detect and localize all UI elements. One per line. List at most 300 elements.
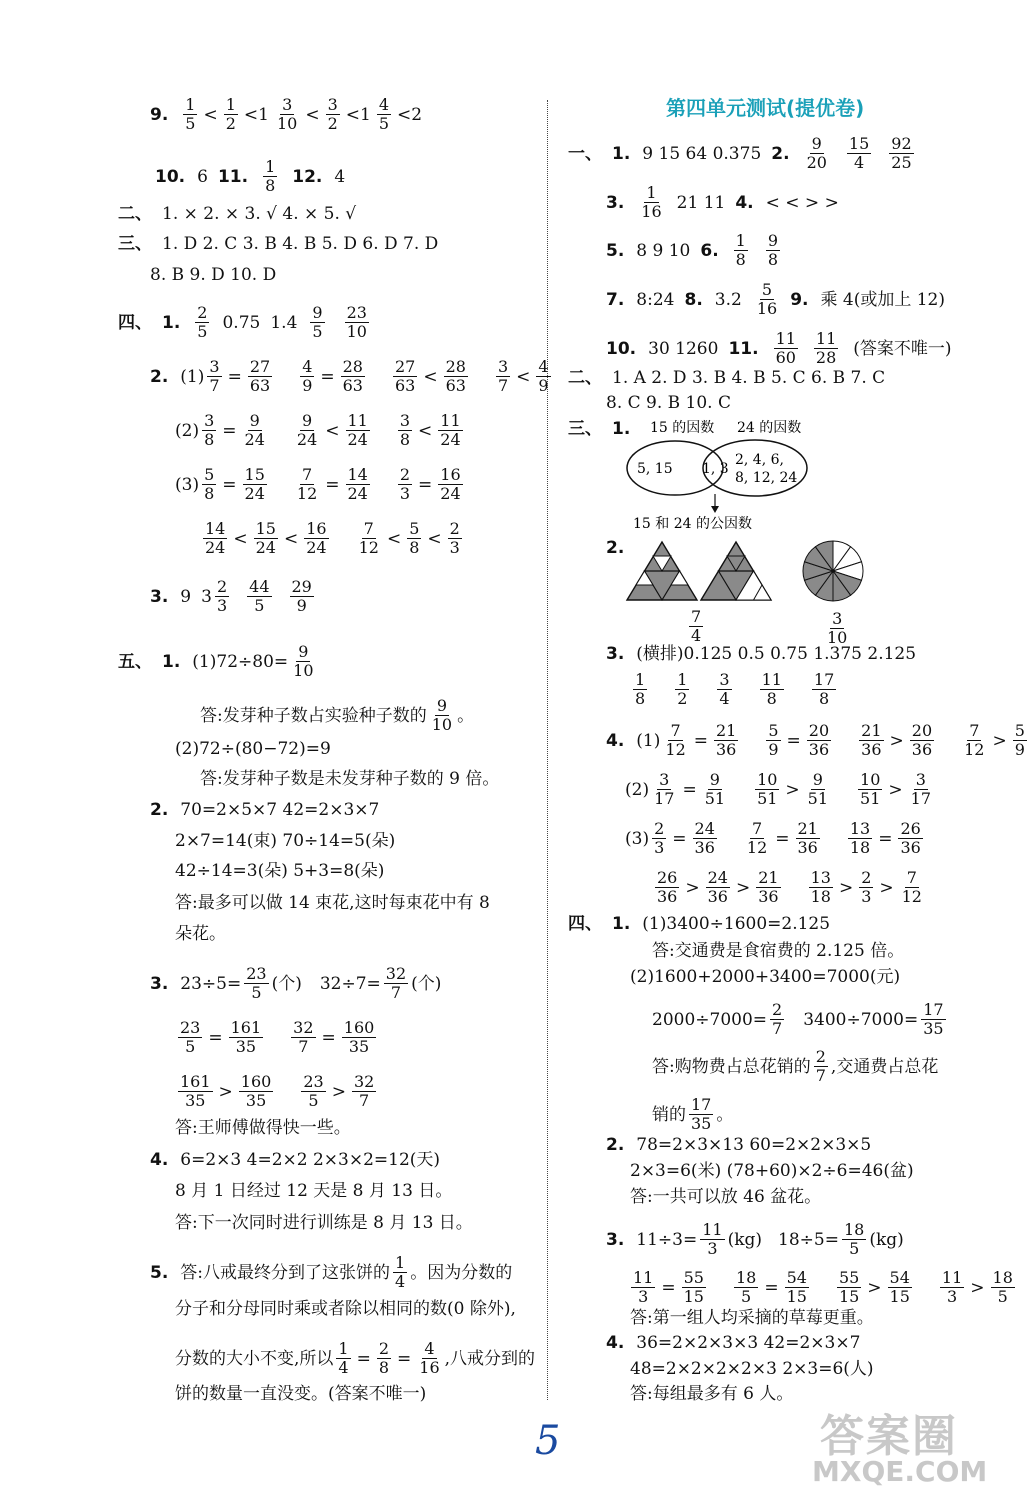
denominator: 24 [244, 430, 265, 449]
numerator: 3 [832, 609, 843, 628]
numerator: 3 [327, 95, 338, 114]
fraction-sequence [630, 671, 839, 708]
fraction [381, 965, 411, 1002]
numerator: 9 [709, 770, 720, 789]
denominator: 24 [347, 430, 368, 449]
numerator: 9 [301, 411, 313, 430]
numerator: 10 [757, 770, 778, 789]
fraction [393, 1254, 407, 1291]
operator: <2 [397, 104, 423, 125]
numerator: 24 [707, 868, 728, 887]
numerator: 55 [683, 1268, 704, 1287]
fraction [774, 330, 798, 367]
denominator: 16 [419, 1358, 440, 1377]
denominator: 7 [772, 1019, 783, 1038]
denominator: 8 [378, 1358, 390, 1377]
venn-diagram [615, 410, 825, 532]
numerator: 5 [1014, 721, 1025, 740]
numerator: 2 [772, 1000, 783, 1019]
left-s5-q5-d: 饼的数量一直没变。(答案不唯一) [175, 1384, 427, 1404]
numerator: 15 [255, 519, 276, 538]
right-s3-q4-1: 4. (1) $\frac{7}{12}$ = $\frac{21}{36}$ $\frac{5}{9}$ = $\frac{20}{36}$ $\frac{21}{36}$ > $\frac{20}{36}$ $\frac{7}{12}$ > $\frac{5}{9}$ [606, 722, 1030, 759]
fraction [215, 578, 229, 615]
fraction [243, 466, 267, 503]
fraction [398, 412, 412, 449]
numerator: 26 [657, 868, 678, 887]
numerator: 160 [343, 1018, 375, 1037]
denominator: 36 [900, 838, 921, 857]
denominator: 4 [854, 153, 865, 172]
left-s4-q2-2: (2) $\frac{3}{8}$ = $\frac{9}{24}$ $\frac{9}{24}$ < $\frac{11}{24}$ $\frac{3}{8}$ < $\frac{11}{24}$ [175, 412, 466, 449]
numerator: 9 [298, 642, 309, 661]
fraction [962, 722, 986, 759]
denominator: 5 [308, 1091, 319, 1110]
numerator: 18 [992, 1268, 1013, 1287]
operator: = [321, 1027, 336, 1048]
denominator: 25 [891, 153, 912, 172]
left-s4-q2-1: 2. (1) $\frac{3}{7}$ = $\frac{27}{63}$ $\frac{4}{9}$ = $\frac{28}{63}$ $\frac{27}{63}$ < $\frac{28}{63}$ $\frac{3}{7}$ < $\frac{4}{9}$ [150, 358, 554, 395]
fraction [767, 1001, 787, 1038]
fraction [633, 671, 647, 708]
fraction [639, 184, 663, 221]
right-section-2-row2: 8. C 9. B 10. C [606, 393, 732, 413]
denominator: 35 [185, 1091, 206, 1110]
fraction [734, 232, 748, 269]
fraction [247, 578, 271, 615]
denominator: 4 [338, 1358, 349, 1377]
fraction [178, 1019, 202, 1056]
fraction [825, 610, 849, 647]
denominator: 4 [395, 1272, 406, 1291]
fraction [900, 869, 924, 906]
denominator: 5 [251, 983, 262, 1002]
numerator: 3 [659, 770, 670, 789]
fraction [295, 466, 319, 503]
numerator: 7 [691, 607, 702, 626]
operator: = [222, 420, 237, 441]
numerator: 18 [735, 1268, 757, 1287]
fraction [858, 771, 882, 808]
numerator: 4 [538, 357, 549, 376]
numerator: 1 [338, 1339, 349, 1358]
fraction [390, 1254, 410, 1291]
operator: = [672, 828, 687, 849]
numerator: 1 [735, 231, 746, 250]
right-s4-q1: 四、 1. (1)3400÷1600=2.125 [568, 914, 831, 934]
fraction [755, 771, 779, 808]
left-s5-q1-answer: 答:发芽种子数占实验种子数的 $\frac{9}{10}$ 。 [200, 696, 475, 734]
fraction [393, 358, 417, 395]
denominator: 36 [657, 887, 678, 906]
numerator: 21 [861, 721, 882, 740]
denominator: 36 [808, 740, 830, 759]
fraction-sequence [649, 820, 926, 857]
right-s4-q4-c: 答:每组最多有 6 人。 [630, 1384, 794, 1404]
fraction [304, 520, 328, 557]
fraction-sequence [180, 96, 425, 133]
numerator: 18 [843, 1220, 865, 1239]
fraction [384, 965, 408, 1002]
left-s5-q3-c [175, 1073, 379, 1110]
numerator: 9 [436, 696, 447, 715]
denominator: 18 [810, 887, 831, 906]
denominator: 3 [946, 1287, 958, 1306]
fraction [837, 1269, 861, 1306]
operator: = [418, 474, 433, 495]
numerator: 5 [204, 465, 215, 484]
venn-right-values-2: 8, 12, 24 [735, 470, 798, 486]
denominator: 12 [746, 838, 768, 857]
right-s3-q2-label: 2. [606, 538, 625, 558]
numerator: 3 [399, 411, 411, 430]
denominator: 51 [757, 789, 778, 808]
fraction [686, 608, 706, 645]
denominator: 10 [346, 322, 367, 341]
denominator: 36 [716, 740, 737, 759]
numerator: 3 [209, 357, 220, 376]
numerator: 11 [775, 329, 796, 348]
right-s4-q2: 2. 78=2×3×13 60=2×2×3×5 [606, 1135, 872, 1155]
fraction [812, 671, 836, 708]
fraction [345, 304, 369, 341]
fraction [766, 232, 780, 269]
denominator: 24 [440, 484, 461, 503]
denominator: 10 [293, 661, 314, 680]
denominator: 10 [827, 628, 848, 647]
denominator: 36 [694, 838, 715, 857]
numerator: 7 [969, 721, 980, 740]
fraction [859, 722, 883, 759]
venn-middle-values: 1, 3 [702, 461, 729, 477]
denominator: 5 [197, 322, 208, 341]
denominator: 5 [997, 1287, 1008, 1306]
fraction [438, 412, 462, 449]
column-divider [547, 100, 548, 1400]
numerator: 17 [813, 670, 835, 689]
numerator: 9 [249, 411, 260, 430]
right-s3-q3-b [630, 671, 839, 708]
fraction [822, 610, 852, 647]
fraction [847, 135, 871, 172]
fraction [244, 965, 268, 1002]
left-q10-12: 10. 6 11. $\frac{1}{8}$ 12. 4 [155, 157, 346, 195]
numerator: 11 [440, 411, 461, 430]
denominator: 3 [449, 538, 460, 557]
numerator: 54 [889, 1268, 910, 1287]
venn-right-title: 24 的因数 [737, 420, 802, 436]
numerator: 27 [394, 357, 416, 376]
numerator: 2 [654, 819, 665, 838]
fraction [239, 1073, 274, 1110]
fraction [706, 869, 730, 906]
denominator: 8 [409, 538, 420, 557]
numerator: 55 [838, 1268, 860, 1287]
watermark-url: MXQE.COM [812, 1455, 988, 1488]
fraction [921, 1001, 945, 1038]
numerator: 16 [440, 465, 461, 484]
operator: > [889, 730, 904, 751]
numerator: 11 [347, 411, 368, 430]
numerator: 21 [758, 868, 779, 887]
fraction [341, 358, 365, 395]
left-section-3-row1: 三、 1. D 2. C 3. B 4. B 5. D 6. D 7. D [118, 234, 439, 254]
operator: < [418, 420, 433, 441]
denominator: 8 [399, 430, 411, 449]
denominator: 51 [807, 789, 829, 808]
fraction [291, 643, 315, 680]
numerator: 1 [677, 670, 688, 689]
operator: <1 [243, 104, 269, 125]
fraction [178, 1073, 213, 1110]
numerator: 10 [860, 770, 881, 789]
operator: < [325, 420, 340, 441]
operator: = [693, 730, 708, 751]
numerator: 21 [797, 819, 818, 838]
denominator: 9 [538, 376, 549, 395]
numerator: 2 [399, 465, 411, 484]
numerator: 4 [302, 357, 313, 376]
numerator: 29 [291, 577, 312, 596]
operator: <1 [345, 104, 371, 125]
operator: < [305, 104, 320, 125]
fraction [848, 820, 872, 857]
fraction [300, 358, 314, 395]
denominator: 3 [654, 838, 665, 857]
denominator: 2 [677, 689, 688, 708]
fraction [940, 1269, 964, 1306]
numerator: 20 [808, 721, 830, 740]
numerator: 15 [848, 134, 870, 153]
fraction [407, 520, 421, 557]
operator: < [516, 366, 531, 387]
denominator: 8 [819, 689, 830, 708]
left-s5-q2: 2. 70=2×5×7 42=2×3×7 [150, 800, 380, 820]
operator: > [992, 730, 1007, 751]
fraction [805, 135, 829, 172]
operator: > [970, 1277, 985, 1298]
fraction [842, 1221, 866, 1258]
numerator: 161 [180, 1072, 211, 1091]
numerator: 1 [395, 1253, 406, 1272]
left-s5-q1-part2: (2)72÷(80−72)=9 [175, 739, 331, 759]
numerator: 7 [670, 721, 681, 740]
fraction [703, 771, 727, 808]
fraction [807, 722, 831, 759]
right-s4-q1-e: 答:购物费占总花销的 $\frac{2}{7}$ ,交通费占总花 [652, 1047, 939, 1085]
denominator: 35 [245, 1091, 267, 1110]
operator: < [283, 528, 299, 549]
right-s4-q1-c: (2)1600+2000+3400=7000(元) [630, 967, 901, 987]
denominator: 12 [358, 538, 379, 557]
fraction [755, 281, 779, 318]
fraction-sequence [175, 1019, 379, 1056]
left-s5-q3-b [175, 1019, 379, 1056]
operator: > [838, 877, 854, 898]
fraction [844, 135, 874, 172]
left-s5-q5: 5. 答:八戒最终分到了这张饼的 $\frac{1}{4}$ 。因为分数的 [150, 1253, 513, 1291]
fraction [697, 1221, 727, 1258]
fraction [734, 1269, 758, 1306]
fraction [756, 869, 780, 906]
fraction [686, 1096, 716, 1133]
denominator: 12 [665, 740, 686, 759]
operator: > [685, 877, 700, 898]
denominator: 16 [756, 299, 778, 318]
left-s5-q1: 五、 1. (1)72÷80= $\frac{9}{10}$ [118, 643, 319, 680]
fraction [398, 466, 412, 503]
denominator: 10 [431, 715, 453, 734]
fraction-sequence [199, 466, 466, 503]
fraction [771, 330, 801, 367]
right-s3-q4-4 [652, 869, 927, 906]
operator: = [786, 730, 801, 751]
denominator: 5 [185, 114, 196, 133]
fraction [241, 965, 271, 1002]
right-s1-q3: 3. $\frac{1}{16}$ 21 11 4. < < > > [606, 183, 839, 221]
fraction-sequence [200, 520, 465, 557]
fraction-sequence [660, 722, 1030, 759]
fraction [536, 358, 550, 395]
left-s5-q3-d: 答:王师傅做得快一些。 [175, 1118, 351, 1138]
operator: > [879, 877, 894, 898]
numerator: 2 [378, 1339, 390, 1358]
numerator: 11 [941, 1268, 963, 1287]
denominator: 12 [296, 484, 318, 503]
fraction [689, 1096, 713, 1133]
fraction [336, 1340, 350, 1377]
numerator: 5 [409, 519, 420, 538]
numerator: 1 [265, 157, 276, 176]
numerator: 13 [849, 819, 871, 838]
left-s4-q2-4 [200, 520, 465, 557]
numerator: 24 [694, 819, 715, 838]
numerator: 16 [306, 519, 327, 538]
fraction [785, 1269, 809, 1306]
numerator: 7 [906, 868, 917, 887]
numerator: 4 [424, 1339, 435, 1358]
left-s5-q4-c: 答:下一次同时进行训练是 8 月 13 日。 [175, 1213, 473, 1233]
operator: = [222, 474, 237, 495]
denominator: 7 [359, 1091, 370, 1110]
fraction [809, 869, 833, 906]
numerator: 28 [342, 357, 363, 376]
fraction [263, 158, 277, 195]
denominator: 12 [964, 740, 985, 759]
numerator: 2 [197, 303, 208, 322]
fraction [195, 304, 209, 341]
right-s3-q1-label: 三、 1. [568, 419, 631, 439]
fraction [886, 135, 916, 172]
denominator: 3 [707, 1239, 718, 1258]
right-s4-q3-c: 答:第一组人均采摘的草莓更重。 [630, 1308, 874, 1328]
triangles-figure [625, 540, 775, 602]
denominator: 20 [806, 153, 827, 172]
fraction [275, 96, 299, 133]
numerator: 161 [230, 1018, 262, 1037]
right-s3-q4-3: (3) $\frac{2}{3}$ = $\frac{24}{36}$ $\frac{7}{12}$ = $\frac{21}{36}$ $\frac{13}{18}$ = $\frac{26}{36}$ [625, 820, 926, 857]
fraction [689, 608, 703, 645]
numerator: 7 [751, 819, 763, 838]
left-s5-q5-c: 分数的大小不变,所以 $\frac{1}{4}$ = $\frac{2}{8}$ = $\frac{4}{16}$ ,八戒分到的 [175, 1339, 536, 1377]
numerator: 3 [915, 770, 926, 789]
denominator: 7 [815, 1066, 826, 1085]
left-section-2: 二、 1. × 2. × 3. √ 4. × 5. √ [118, 204, 357, 224]
fraction [802, 135, 832, 172]
denominator: 12 [901, 887, 922, 906]
operator: < [386, 528, 402, 549]
venn-left-title: 15 的因数 [650, 420, 715, 436]
numerator: 17 [691, 1095, 712, 1114]
operator: < [427, 528, 442, 549]
numerator: 23 [303, 1072, 324, 1091]
fraction [207, 358, 221, 395]
fraction [203, 520, 227, 557]
numerator: 3 [719, 670, 730, 689]
numerator: 3 [282, 95, 293, 114]
fraction [243, 412, 267, 449]
numerator: 28 [445, 357, 466, 376]
fraction [770, 1001, 784, 1038]
fraction [766, 722, 780, 759]
numerator: 9 [312, 303, 323, 322]
fraction [631, 1269, 655, 1306]
numerator: 2 [216, 577, 228, 596]
fraction [202, 466, 216, 503]
numerator: 23 [346, 303, 367, 322]
fraction [909, 771, 933, 808]
fraction [444, 358, 468, 395]
numerator: 1 [646, 183, 657, 202]
denominator: 8 [635, 689, 646, 708]
fraction [357, 520, 381, 557]
numerator: 26 [900, 819, 921, 838]
watermark-logo: 答案圈 [820, 1411, 958, 1462]
fraction [254, 520, 278, 557]
numerator: 11 [815, 329, 837, 348]
numerator: 2 [449, 519, 460, 538]
fraction [427, 697, 457, 734]
operator: = [320, 366, 335, 387]
denominator: 9 [1014, 740, 1025, 759]
right-s1-q1: 一、 1. 9 15 64 0.375 2. $\frac{9}{20}$ $\frac{15}{4}$ $\frac{92}{25}$ [568, 135, 917, 172]
left-s5-q1-part2-answer: 答:发芽种子数是未发芽种子数的 9 倍。 [200, 769, 500, 789]
numerator: 7 [301, 465, 313, 484]
fraction [655, 869, 679, 906]
fraction [377, 96, 391, 133]
denominator: 10 [276, 114, 298, 133]
fraction [192, 304, 212, 341]
fraction [745, 820, 769, 857]
numerator: 15 [244, 465, 265, 484]
denominator: 28 [815, 348, 837, 367]
denominator: 7 [497, 376, 509, 395]
operator: = [325, 474, 340, 495]
fraction [430, 697, 454, 734]
numerator: 4 [378, 95, 390, 114]
fraction [811, 1048, 831, 1085]
fraction-sequence [204, 358, 553, 395]
denominator: 8 [766, 689, 777, 708]
operator: < [203, 104, 218, 125]
right-s1-q7: 7. 8:24 8. 3.2 $\frac{5}{16}$ 9. 乘 4(或加上 12) [606, 280, 946, 318]
numerator: 14 [205, 519, 226, 538]
fraction-sequence [652, 869, 927, 906]
numerator: 13 [810, 868, 831, 887]
denominator: 24 [244, 484, 265, 503]
denominator: 8 [735, 250, 746, 269]
right-s4-q3: 3. 11÷3= $\frac{11}{3}$ (kg) 18÷5= $\frac{18}{5}$ (kg) [606, 1220, 904, 1258]
fraction [888, 1269, 912, 1306]
